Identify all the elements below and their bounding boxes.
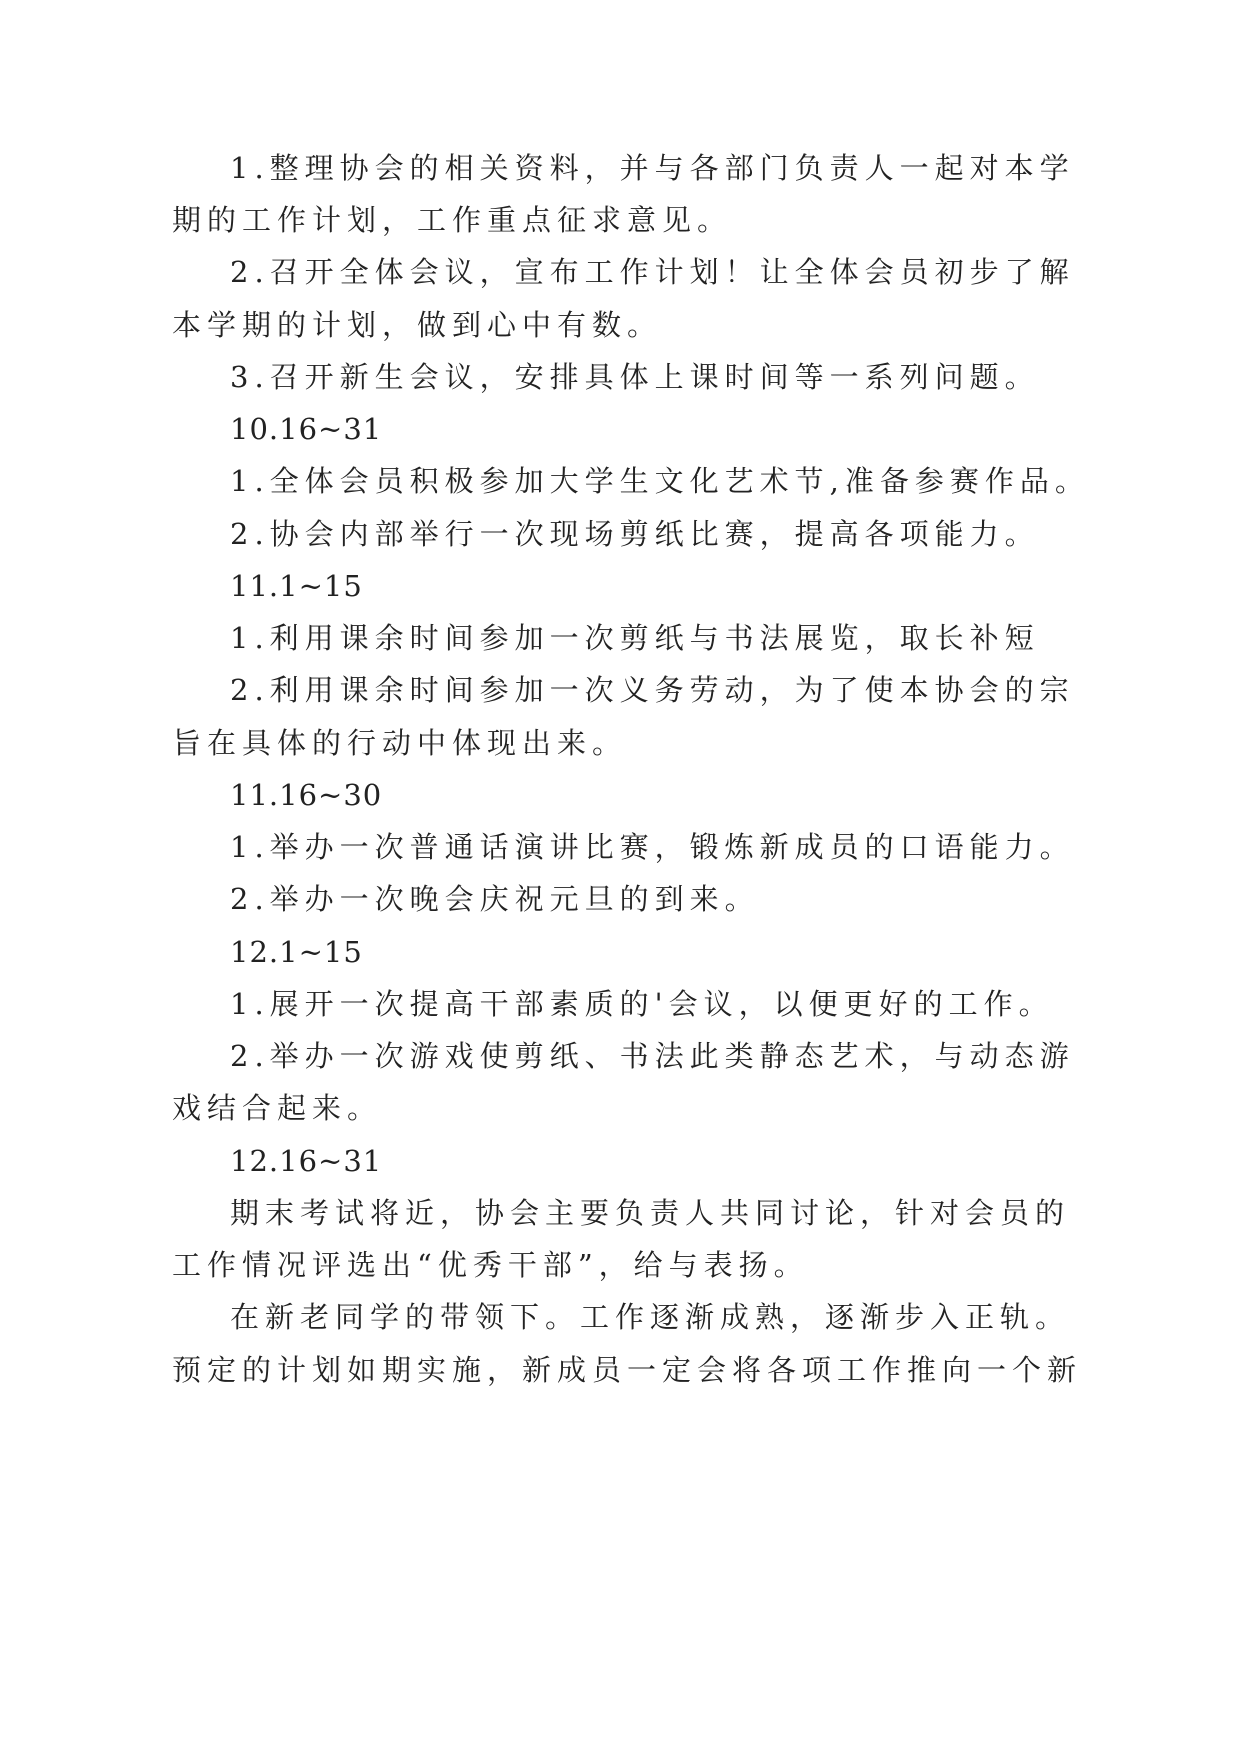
date-heading: 10.16~31 (230, 412, 383, 446)
date-heading: 11.1~15 (230, 569, 363, 603)
text-line: 1.全体会员积极参加大学生文化艺术节,准备参赛作品。 (230, 464, 1090, 498)
text-line: 期的工作计划，工作重点征求意见。 (172, 203, 733, 237)
date-heading: 12.1~15 (230, 935, 363, 969)
text-line: 期末考试将近，协会主要负责人共同讨论，针对会员的 (230, 1196, 1071, 1230)
text-line: 旨在具体的行动中体现出来。 (172, 726, 628, 760)
text-line: 2.协会内部举行一次现场剪纸比赛，提高各项能力。 (230, 517, 1040, 551)
text-line: 工作情况评选出“优秀干部”，给与表扬。 (172, 1248, 809, 1282)
text-line: 戏结合起来。 (172, 1091, 383, 1125)
text-line: 2.召开全体会议，宣布工作计划！让全体会员初步了解 (230, 255, 1075, 289)
text-line: 本学期的计划，做到心中有数。 (172, 308, 663, 342)
text-line: 预定的计划如期实施，新成员一定会将各项工作推向一个新 (172, 1353, 1083, 1387)
text-line: 2.举办一次游戏使剪纸、书法此类静态艺术，与动态游 (230, 1039, 1075, 1073)
text-line: 在新老同学的带领下。工作逐渐成熟，逐渐步入正轨。 (230, 1300, 1071, 1334)
text-line: 2.利用课余时间参加一次义务劳动，为了使本协会的宗 (230, 673, 1075, 707)
text-line: 1.整理协会的相关资料，并与各部门负责人一起对本学 (230, 151, 1075, 185)
text-line: 2.举办一次晚会庆祝元旦的到来。 (230, 882, 760, 916)
date-heading: 12.16~31 (230, 1144, 383, 1178)
text-line: 1.举办一次普通话演讲比赛，锻炼新成员的口语能力。 (230, 830, 1075, 864)
text-line: 1.展开一次提高干部素质的'会议，以便更好的工作。 (230, 987, 1054, 1021)
text-line: 3.召开新生会议，安排具体上课时间等一系列问题。 (230, 360, 1040, 394)
text-line: 1.利用课余时间参加一次剪纸与书法展览，取长补短 (230, 621, 1040, 655)
date-heading: 11.16~30 (230, 778, 383, 812)
